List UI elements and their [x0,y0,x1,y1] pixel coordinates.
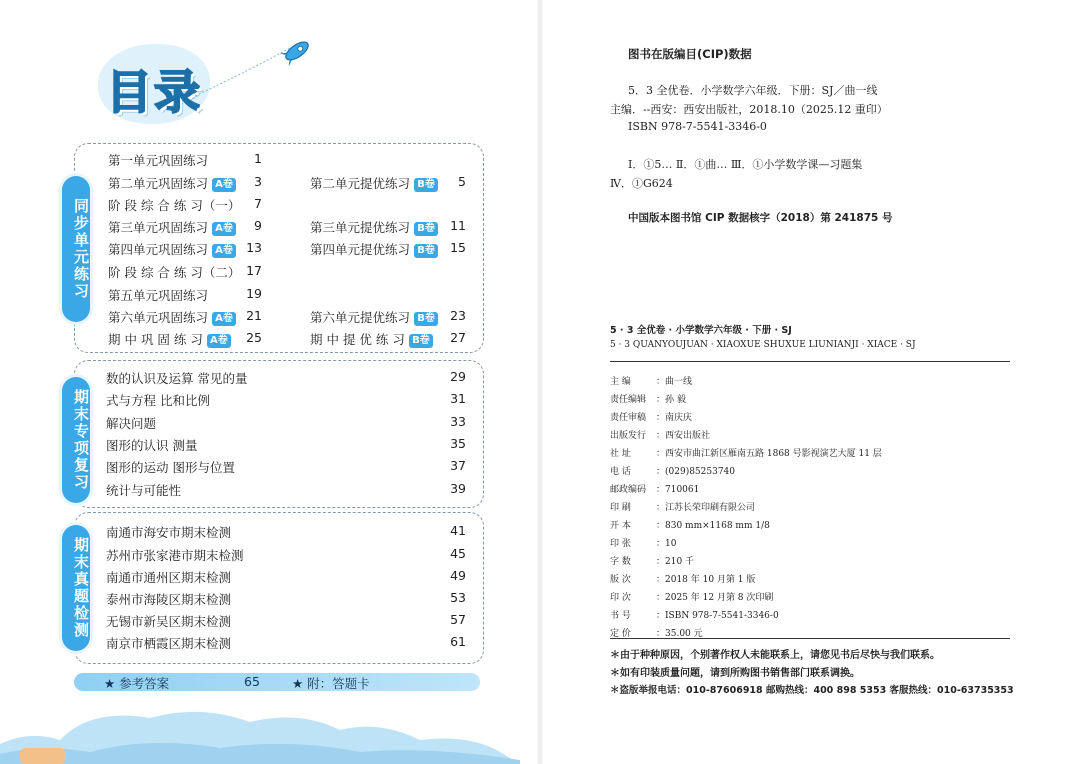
toc-item[interactable]: 式与方程 比和比例 [106,393,210,408]
toc-item[interactable]: 图形的认识 测量 [106,438,198,453]
answers-page-number: 65 [244,674,260,689]
credit-row: 责任编辑 ：孙 毅 [610,395,686,405]
answer-card-link[interactable]: ★ 附：答题卡 [292,676,370,691]
toc-item[interactable]: 南通市通州区期末检测 [106,570,232,585]
toc-page-number: 5 [458,174,466,189]
toc-item[interactable]: 第三单元提优练习 B卷 [310,218,438,236]
section-tab-final-review: 期末专项复习 [62,377,90,503]
credit-row: 社 址 ：西安市曲江新区雁南五路 1868 号影视演艺大厦 11 层 [610,449,882,459]
section-tab-sync-units: 同步单元练习 [62,176,90,322]
credit-row: 印 次 ：2025 年 12 月第 8 次印刷 [610,593,774,603]
cloud-decoration [0,700,520,764]
toc-page-number: 21 [246,308,262,323]
book-title-cn: 5 · 3 全优卷 · 小学数学六年级 · 下册 · SJ [610,325,792,336]
toc-page-number: 13 [246,240,262,255]
credit-row: 定 价 ：35.00 元 [610,629,703,639]
toc-item[interactable]: 南通市海安市期末检测 [106,525,232,540]
toc-item[interactable]: 苏州市张家港市期末检测 [106,548,244,563]
credit-row: 印 刷 ：江苏长荣印刷有限公司 [610,503,756,513]
toc-page-number: 27 [450,330,466,345]
toc-title: 目录 [106,65,202,119]
toc-item[interactable]: 第四单元提优练习 B卷 [310,240,438,258]
badge-a: A卷 [212,312,236,326]
toc-item[interactable]: 阶 段 综 合 练 习（二） [108,265,241,280]
toc-item[interactable]: 期 中 巩 固 练 习 A卷 [108,330,231,348]
toc-item[interactable]: 第五单元巩固练习 [108,288,209,303]
toc-page-number: 17 [246,263,262,278]
toc-page-number: 25 [246,330,262,345]
book-title-pinyin: 5 · 3 QUANYOUJUAN · XIAOXUE SHUXUE LIUNIANJI · XIACE · SJ [610,340,916,350]
toc-page-number: 11 [450,218,466,233]
credit-row: 印 张 ：10 [610,539,677,549]
toc-page-number: 15 [450,240,466,255]
divider [610,361,1010,362]
badge-a: A卷 [212,178,236,192]
toc-page-number: 33 [450,414,466,429]
notice-line: ＊盗版举报电话：010-87606918 邮购热线：400 898 5353 客服热线：010-63735353 [610,685,1014,696]
toc-item[interactable]: 图形的运动 图形与位置 [106,460,235,475]
copyright-page [540,0,1080,764]
credit-row: 主 编 ：曲一线 [610,377,693,387]
toc-item[interactable]: 统计与可能性 [106,483,182,498]
credit-row: 责任审稿 ：南庆庆 [610,413,693,423]
cip-record-number: 中国版本图书馆 CIP 数据核字（2018）第 241875 号 [628,212,893,224]
cip-classification: Ⅳ．①G624 [610,177,673,190]
toc-item[interactable]: 解决问题 [106,416,157,431]
toc-item[interactable]: 第三单元巩固练习 A卷 [108,218,236,236]
toc-item[interactable]: 南京市栖霞区期末检测 [106,636,232,651]
toc-item[interactable]: 第四单元巩固练习 A卷 [108,240,236,258]
toc-page-number: 3 [254,174,262,189]
credit-row: 版 次 ：2018 年 10 月第 1 版 [610,575,756,585]
badge-a: A卷 [212,244,236,258]
divider [610,638,1010,639]
toc-item[interactable]: 第六单元提优练习 B卷 [310,308,438,326]
credit-row: 开 本 ：830 mm×1168 mm 1/8 [610,521,770,531]
toc-item[interactable]: 第六单元巩固练习 A卷 [108,308,236,326]
badge-b: B卷 [409,334,433,348]
toc-page-number: 31 [450,391,466,406]
toc-page-number: 19 [246,286,262,301]
cip-line: 5．3 全优卷．小学数学六年级．下册：SJ／曲一线 [628,84,878,97]
toc-item[interactable]: 泰州市海陵区期末检测 [106,592,232,607]
cip-line: 主编．--西安：西安出版社，2018.10（2025.12 重印） [610,103,888,116]
credit-row: 电 话 ：(029)85253740 [610,467,736,477]
toc-page-number: 53 [450,590,466,605]
toc-page-number: 41 [450,523,466,538]
cip-heading: 图书在版编目(CIP)数据 [628,47,752,61]
badge-a: A卷 [212,222,236,236]
toc-item[interactable]: 阶 段 综 合 练 习（一） [108,198,241,213]
toc-item[interactable]: 第二单元巩固练习 A卷 [108,174,236,192]
toc-page-number: 57 [450,612,466,627]
toc-page-number: 7 [254,196,262,211]
badge-b: B卷 [414,222,438,236]
credit-row: 出版发行 ：西安出版社 [610,431,711,441]
toc-page-number: 9 [254,218,262,233]
badge-a: A卷 [207,334,231,348]
cip-isbn: ISBN 978-7-5541-3346-0 [628,120,767,133]
answers-link[interactable]: ★ 参考答案 [104,676,170,691]
notice-line: ＊由于种种原因，个别著作权人未能联系上，请您见书后尽快与我们联系。 [610,650,940,661]
toc-item[interactable]: 第一单元巩固练习 [108,153,209,168]
toc-item[interactable]: 无锡市新吴区期末检测 [106,614,232,629]
section-tab-final-exams: 期末真题检测 [62,525,90,651]
toc-page-number: 23 [450,308,466,323]
toc-item[interactable]: 期 中 提 优 练 习 B卷 [310,330,433,348]
toc-page-number: 37 [450,458,466,473]
toc-page-number: 39 [450,481,466,496]
toc-item[interactable]: 数的认识及运算 常见的量 [106,371,248,386]
toc-page-number: 61 [450,634,466,649]
badge-b: B卷 [414,312,438,326]
toc-page-number: 49 [450,568,466,583]
toc-page-number: 35 [450,436,466,451]
toc-page-number: 29 [450,369,466,384]
badge-b: B卷 [414,178,438,192]
rocket-icon [280,36,314,66]
answer-bar [74,673,480,691]
toc-page-number: 1 [254,151,262,166]
notice-line: ＊如有印装质量问题，请到所购图书销售部门联系调换。 [610,668,860,679]
cip-classification: Ⅰ．①5… Ⅱ．①曲… Ⅲ．①小学数学课—习题集 [628,158,863,171]
badge-b: B卷 [414,244,438,258]
credit-row: 书 号 ：ISBN 978-7-5541-3346-0 [610,611,779,621]
toc-item[interactable]: 第二单元提优练习 B卷 [310,174,438,192]
credit-row: 邮政编码 ：710061 [610,485,700,495]
credit-row: 字 数 ：210 千 [610,557,695,567]
toc-page-number: 45 [450,546,466,561]
